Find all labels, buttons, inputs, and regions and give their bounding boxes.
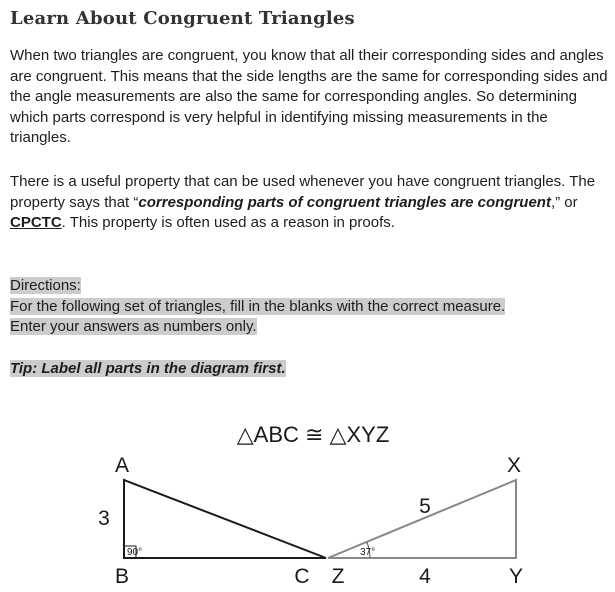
triangle-xyz bbox=[328, 480, 516, 558]
tip-highlight: Tip: Label all parts in the diagram first. bbox=[10, 360, 286, 377]
side-ab-label: 3 bbox=[98, 507, 110, 530]
angle-z-label: 37° bbox=[360, 547, 376, 558]
cpctc-text-2: ,” or bbox=[550, 193, 578, 211]
vertex-y-label: Y bbox=[508, 565, 524, 588]
side-zx-label: 5 bbox=[419, 495, 431, 518]
cpctc-acronym: CPCTC bbox=[10, 214, 62, 232]
congruence-statement: △ABC ≅ △XYZ bbox=[236, 422, 390, 447]
vertex-z-label: Z bbox=[331, 565, 345, 588]
triangle-abc bbox=[124, 480, 326, 558]
cpctc-text-1: There is a useful property that can be used whenever you have congruent triangles. The property says that “ bbox=[10, 173, 596, 211]
cpctc-text-3: . This property is often used as a reason in proofs. bbox=[61, 214, 395, 232]
page-title: Learn About Congruent Triangles bbox=[10, 8, 355, 29]
side-zy-label: 4 bbox=[419, 565, 431, 588]
directions-heading: Directions: bbox=[10, 277, 81, 294]
vertex-c-label: C bbox=[294, 565, 310, 588]
angle-b-label: 90° bbox=[127, 547, 143, 558]
vertex-a-label: A bbox=[114, 454, 130, 477]
directions-line-2: Enter your answers as numbers only. bbox=[10, 318, 257, 336]
vertex-b-label: B bbox=[114, 565, 130, 588]
directions-line-1: For the following set of triangles, fill in the blanks with the correct measure. bbox=[10, 297, 506, 315]
intro-paragraph: When two triangles are congruent, you know that all their corresponding sides and angles are congruent. This means that the side lengths are the same for corresponding sides and the angle measurements are also the same for corresponding angles. So determining which parts correspond is very helpful in identifying missing measurements in the triangles. bbox=[10, 47, 608, 147]
cpctc-emphasis: corresponding parts of congruent triangles are congruent bbox=[138, 193, 551, 211]
vertex-x-label: X bbox=[506, 454, 522, 477]
